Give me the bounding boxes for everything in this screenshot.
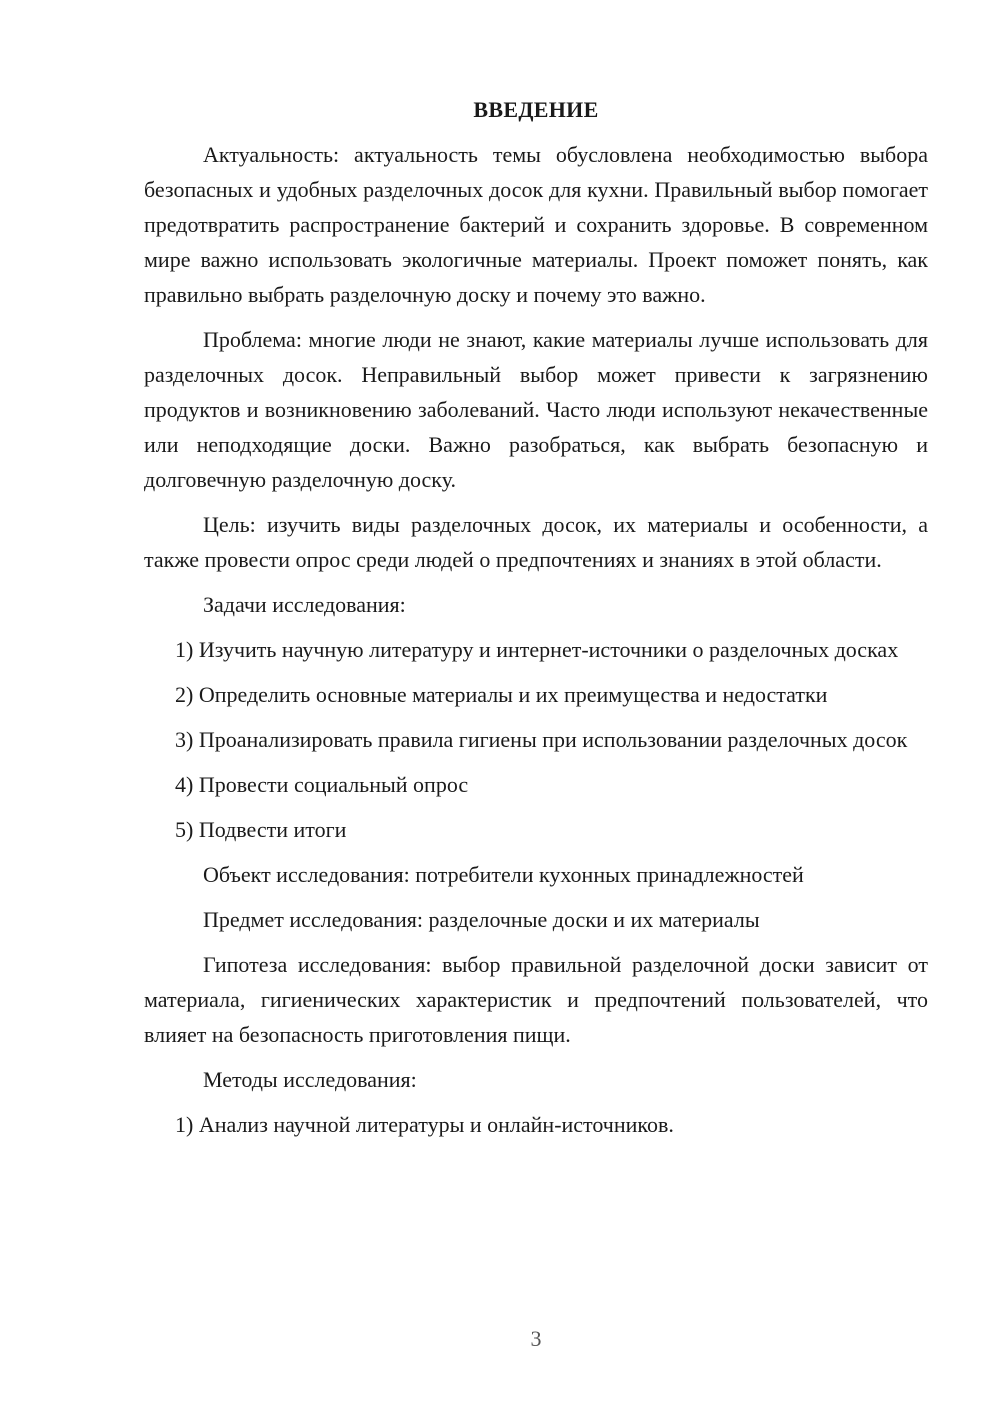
task-item-3: 3) Проанализировать правила гигиены при использовании разделочных досок [175, 727, 908, 752]
paragraph-hypothesis: Гипотеза исследования: выбор правильной разделочной доски зависит от материала, гигиенических характеристик и предпочтений пользователей, что влияет на безопасность приготовления пищи. [144, 952, 928, 1047]
paragraph-relevance: Актуальность: актуальность темы обусловлена необходимостью выбора безопасных и удобных разделочных досок для кухни. Правильный выбор помогает предотвратить распространение бактерий и сохранить здоровье. В современном мире важно использовать экологичные материалы. Проект поможет понять, как правильно выбрать разделочную доску и почему это важно. [144, 142, 928, 307]
section-title: ВВЕДЕНИЕ [473, 97, 599, 122]
task-item-2: 2) Определить основные материалы и их преимущества и недостатки [175, 682, 828, 707]
method-item-1: 1) Анализ научной литературы и онлайн-источников. [175, 1112, 674, 1137]
task-item-5: 5) Подвести итоги [175, 817, 347, 842]
paragraph-object: Объект исследования: потребители кухонных принадлежностей [203, 862, 804, 887]
paragraph-subject: Предмет исследования: разделочные доски и их материалы [203, 907, 760, 932]
document-page [144, 92, 928, 1152]
page-number: 3 [530, 1326, 542, 1351]
task-item-1: 1) Изучить научную литературу и интернет-источники о разделочных досках [175, 637, 899, 662]
paragraph-goal: Цель: изучить виды разделочных досок, их материалы и особенности, а также провести опрос среди людей о предпочтениях и знаниях в этой области. [144, 512, 928, 572]
paragraph-problem: Проблема: многие люди не знают, какие материалы лучше использовать для разделочных досок. Неправильный выбор может привести к загрязнению продуктов и возникновению заболеваний. Часто люди используют некачественные или неподходящие доски. Важно разобраться, как выбрать безопасную и долговечную разделочную доску. [144, 327, 928, 492]
methods-heading: Методы исследования: [203, 1067, 417, 1092]
task-item-4: 4) Провести социальный опрос [175, 772, 469, 797]
tasks-heading: Задачи исследования: [203, 592, 406, 617]
